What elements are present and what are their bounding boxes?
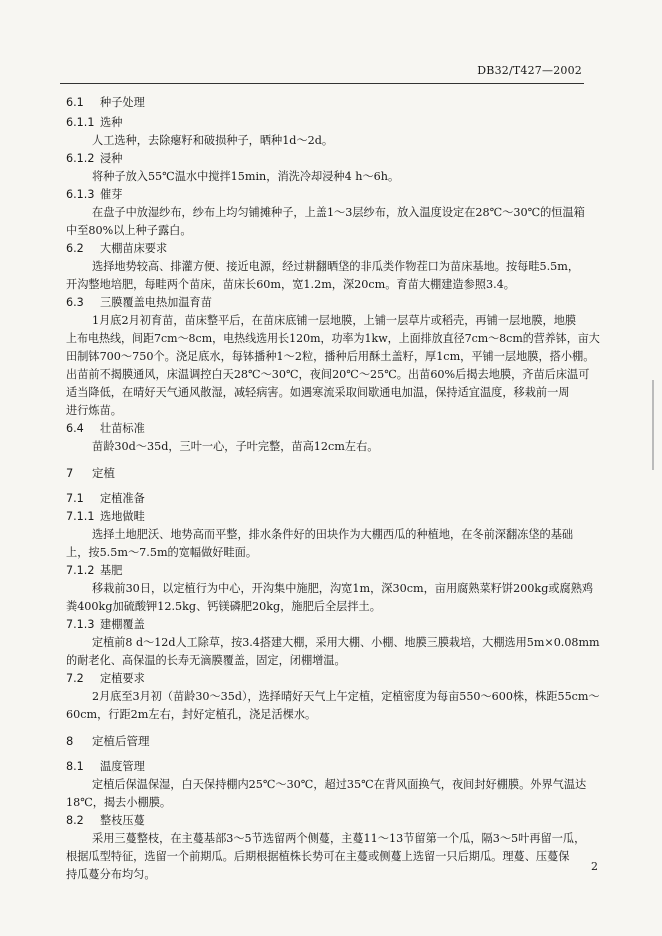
- paragraph-line: 定植前8 d～12d人工除草，按3.4搭建大棚，采用大棚、小棚、地膜三膜栽培，大棚选用5m×0.08mm: [92, 636, 600, 649]
- paragraph-line: 进行炼苗。: [66, 404, 122, 417]
- paragraph-line: 中至80%以上种子露白。: [66, 224, 192, 237]
- paragraph-line: 的耐老化、高保温的长寿无滴膜覆盖，固定，闭棚增温。: [66, 654, 346, 667]
- paragraph-line: 1月底2月初育苗，苗床整平后，在苗床底铺一层地膜，上铺一层草片或稻壳，再铺一层地膜，地膜: [92, 314, 577, 327]
- heading-6-1-1: 6.1.1 选种: [66, 116, 123, 129]
- heading-8-2: 8.2 整枝压蔓: [66, 814, 145, 827]
- paragraph-line: 人工选种，去除瘪籽和破损种子，晒种1d～2d。: [92, 134, 334, 147]
- paragraph-line: 将种子放入55℃温水中搅拌15min，消洗冷却浸种4 h～6h。: [92, 170, 400, 183]
- paragraph-line: 上布电热线，间距7cm～8cm，电热线选用长120m，功率为1kw，上面排放直径7cm～8cm的营养钵，亩大: [66, 332, 600, 345]
- heading-7-1-3: 7.1.3 建棚覆盖: [66, 618, 145, 631]
- paragraph-line: 出苗前不揭膜通风，床温调控白天28℃～30℃，夜间20℃～25℃。出苗60%后揭去地膜，齐苗后床温可: [66, 368, 590, 381]
- heading-7-2: 7.2 定植要求: [66, 672, 145, 685]
- heading-6-1-3: 6.1.3 催芽: [66, 188, 123, 201]
- paragraph-line: 持瓜蔓分布均匀。: [66, 868, 156, 881]
- header-rule: [60, 83, 584, 84]
- paragraph-line: 选择土地肥沃、地势高而平整，排水条件好的田块作为大棚西瓜的种植地，在冬前深翻冻垡的基础: [92, 528, 574, 541]
- heading-6-4: 6.4 壮苗标准: [66, 422, 145, 435]
- scan-edge-mark: [652, 380, 654, 470]
- paragraph-line: 根据瓜型特征，选留一个前期瓜。后期根据植株长势可在主蔓或侧蔓上选留一只后期瓜。理蔓、压蔓保: [66, 850, 570, 863]
- heading-6-1: 6.1 种子处理: [66, 96, 145, 109]
- heading-7-1-2: 7.1.2 基肥: [66, 564, 123, 577]
- heading-6-1-2: 6.1.2 浸种: [66, 152, 123, 165]
- paragraph-line: 在盘子中放湿纱布，纱布上均匀铺摊种子，上盖1～3层纱布，放入温度设定在28℃～30℃的恒温箱: [92, 206, 585, 219]
- heading-7-1-1: 7.1.1 选地做畦: [66, 510, 145, 523]
- section-7-heading: 7 定植: [66, 466, 115, 480]
- paragraph-line: 采用三蔓整枝，在主蔓基部3～5节选留两个侧蔓，主蔓11～13节留第一个瓜，隔3～5叶再留一瓜，: [92, 832, 586, 845]
- paragraph-line: 2月底至3月初（苗龄30～35d），选择晴好天气上午定植，定植密度为每亩550～600株，株距55cm～: [92, 690, 600, 703]
- standard-code: DB32/T427—2002: [477, 64, 582, 77]
- paragraph-line: 上，按5.5m～7.5m的宽幅做好畦面。: [66, 546, 258, 559]
- page-number: 2: [591, 860, 598, 873]
- paragraph-line: 选择地势较高、排灌方便、接近电源，经过耕翻晒垡的非瓜类作物茬口为苗床基地。按每畦5.5m，: [92, 260, 580, 273]
- paragraph-line: 定植后保温保湿，白天保持棚内25℃～30℃，超过35℃在背风面换气，夜间封好棚膜。外界气温达: [92, 778, 587, 791]
- paragraph-line: 18℃，揭去小棚膜。: [66, 796, 172, 809]
- paragraph-line: 移栽前30日，以定植行为中心，开沟集中施肥，沟宽1m，深30cm，亩用腐熟菜籽饼200kg或腐熟鸡: [92, 582, 594, 595]
- paragraph-line: 粪400kg加硫酸钾12.5kg、钙镁磷肥20kg，施肥后全层拌土。: [66, 600, 381, 613]
- heading-7-1: 7.1 定植准备: [66, 492, 145, 505]
- section-8-heading: 8 定植后管理: [66, 734, 150, 748]
- heading-8-1: 8.1 温度管理: [66, 760, 145, 773]
- paragraph-line: 田制钵700～750个。浇足底水，每钵播种1～2粒，播种后用酥土盖籽，厚1cm，平铺一层地膜，搭小棚。: [66, 350, 595, 363]
- paragraph-line: 开沟整地培肥，每畦两个苗床，苗床长60m，宽1.2m，深20cm。育苗大棚建造参照3.4。: [66, 278, 515, 291]
- heading-6-2: 6.2 大棚苗床要求: [66, 242, 168, 255]
- paragraph-line: 60cm，行距2m左右，封好定植孔，浇足活棵水。: [66, 708, 317, 721]
- heading-6-3: 6.3 三膜覆盖电热加温育苗: [66, 296, 212, 309]
- paragraph-line: 苗龄30d～35d，三叶一心，子叶完整，苗高12cm左右。: [92, 440, 379, 453]
- paragraph-line: 适当降低，在晴好天气通风散湿，减轻病害。如遇寒流采取间歇通电加温，保持适宜温度，移栽前一周: [66, 386, 570, 399]
